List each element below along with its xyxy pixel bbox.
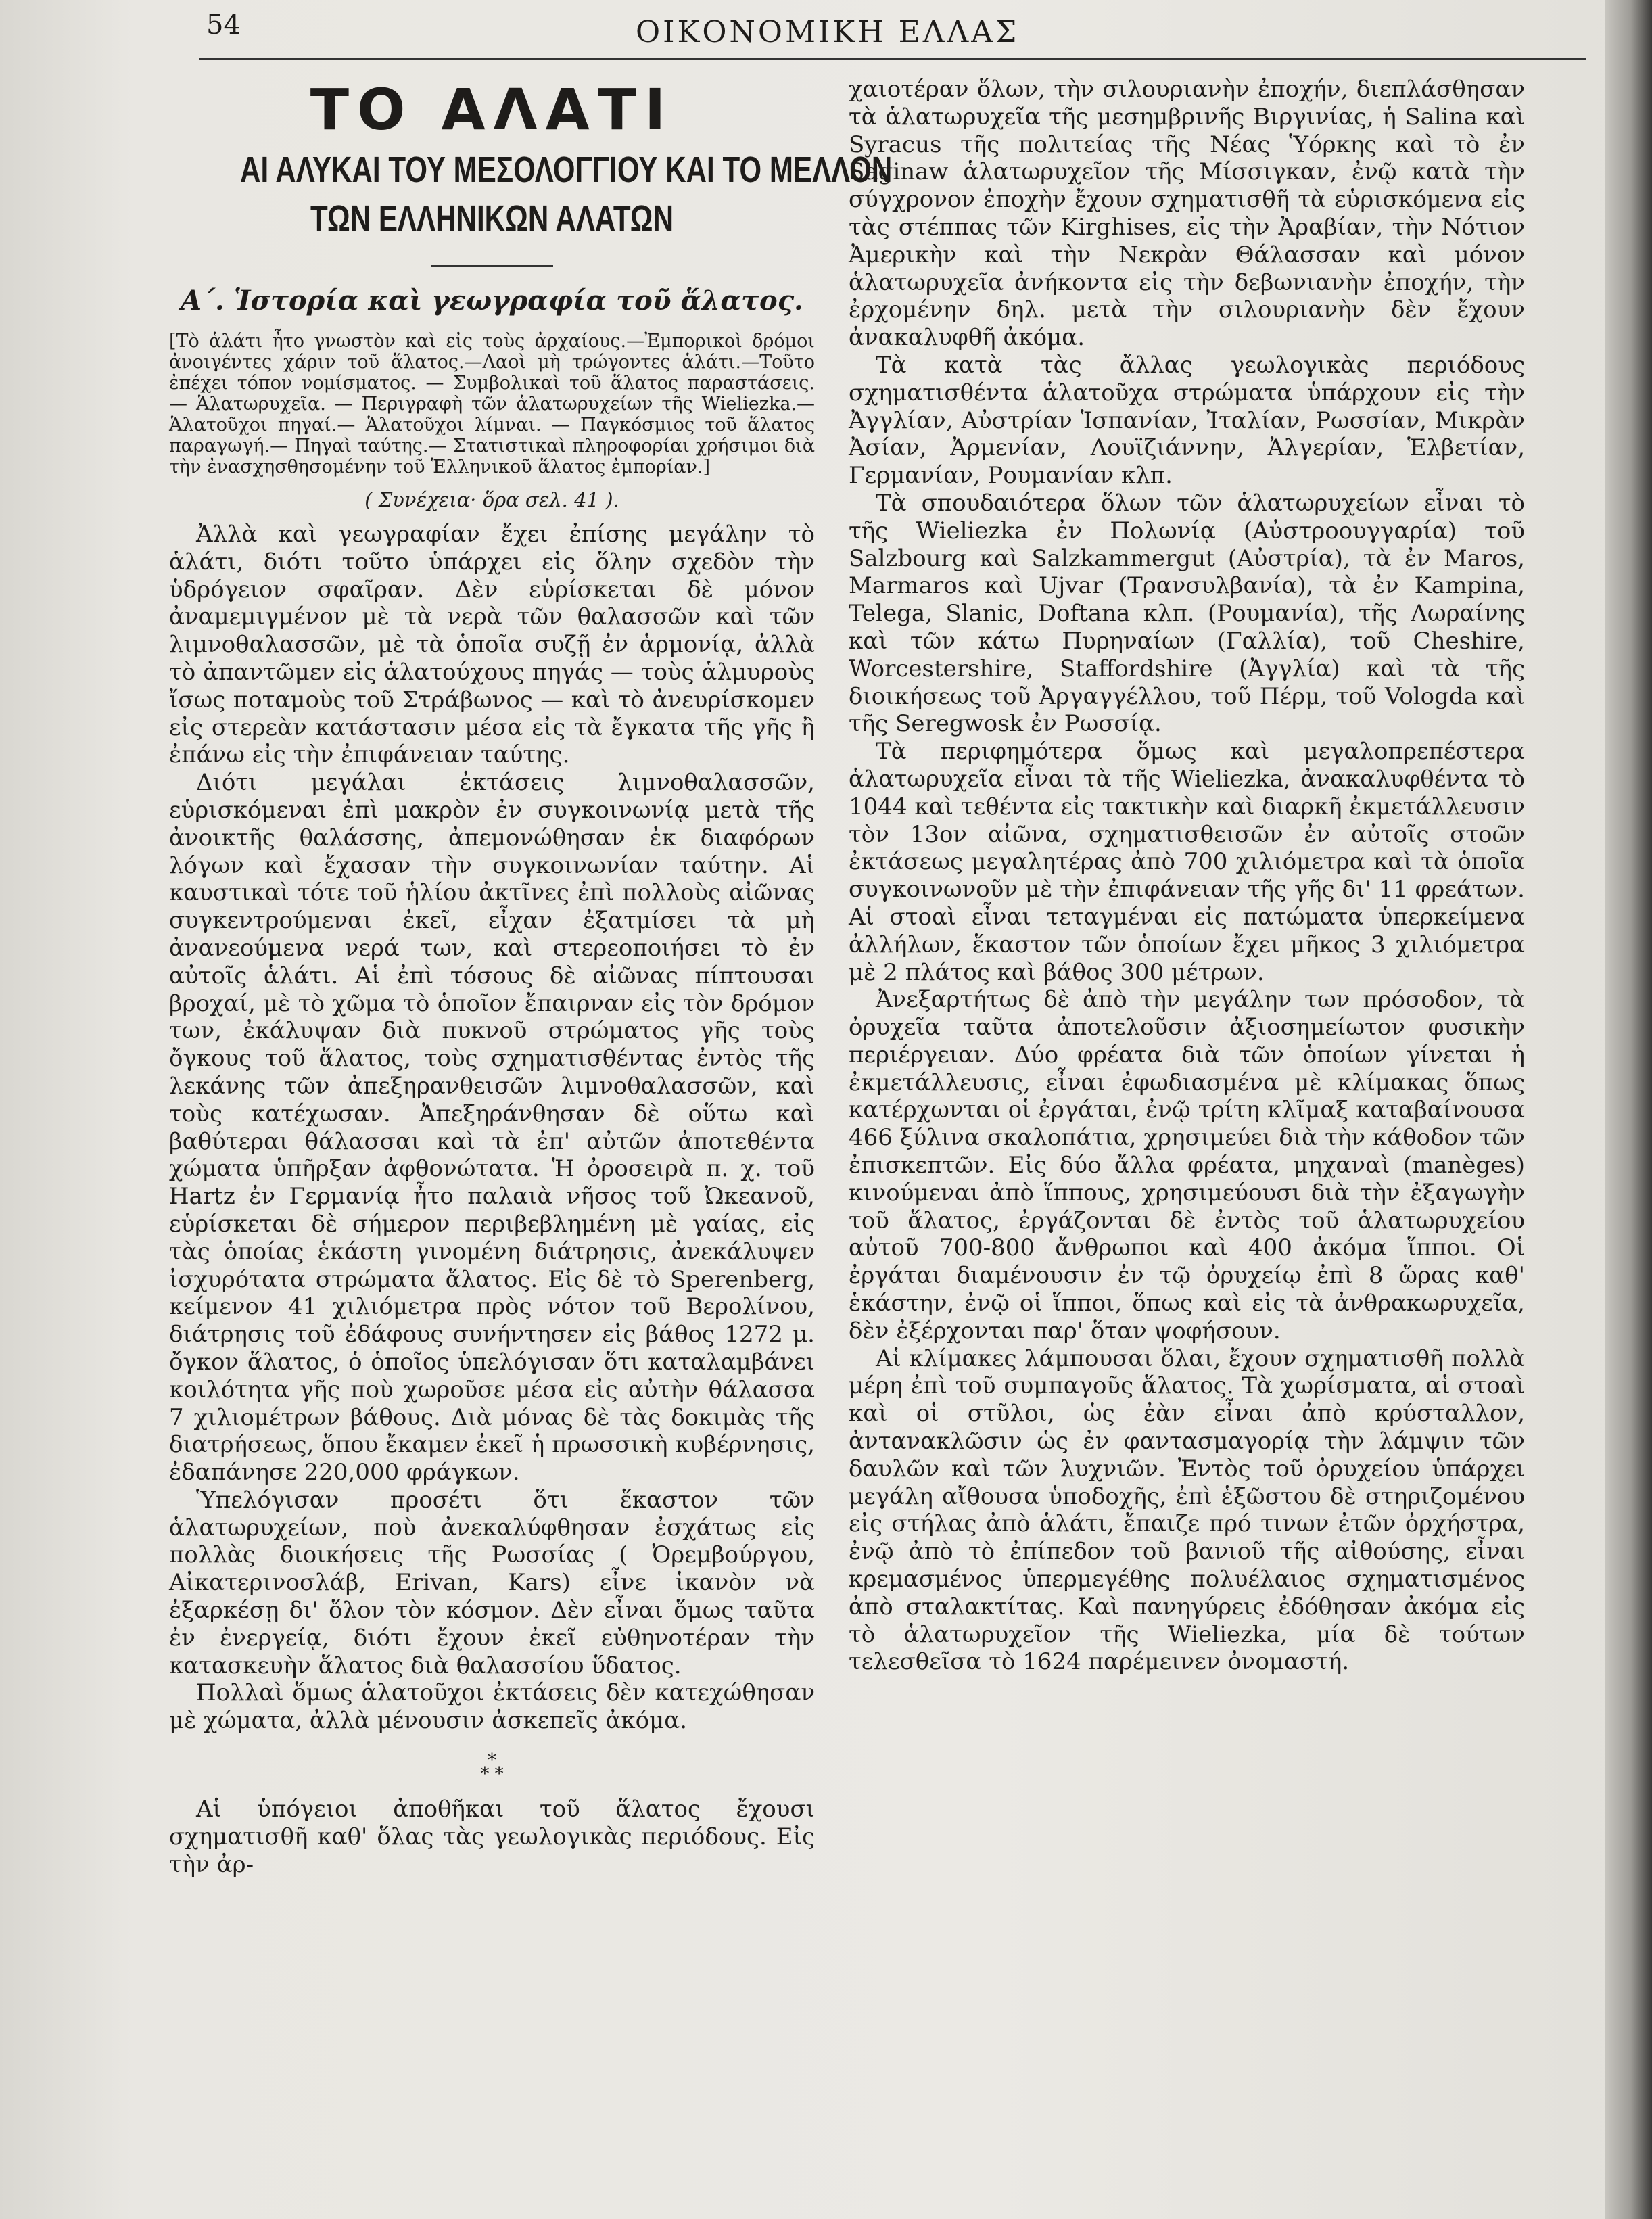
right-column: [849, 76, 1525, 1676]
paragraph: Αἱ κλίμακες λάμπουσαι ὅλαι, ἔχουν σχηματισθῆ πολλὰ μέρη ἐπὶ τοῦ συμπαγοῦς ἅλατος. Τὰ χωρίσματα, αἱ στοαὶ καὶ οἱ στῦλοι, ὡς ἐὰν εἶναι ἀπὸ κρύσταλλον, ἀντανακλῶσιν ὡς ἐν φαντασμαγορίᾳ τὴν λάμψιν τῶν δαυλῶν καὶ τῶν λυχνιῶν. Ἐντὸς τοῦ ὀρυχείου ὑπάρχει μεγάλη αἴθουσα ὑποδοχῆς, ἐπὶ ἑξῶστου δὲ στηριζομένου εἰς στήλας ἀπὸ ἁλάτι, ἔπαιζε πρό τινων ἐτῶν ὀρχήστρα, ἐνῷ ἀπὸ τὸ ἐπίπεδον τοῦ βανιοῦ τῆς αἰθούσης, εἶναι κρεμασμένος ὑπερμεγέθης πολυέλαιος σχηματισμένος ἀπὸ σταλακτίτας. Καὶ πανηγύρεις ἐδόθησαν ἀκόμα εἰς τὸ ἁλατωρυχεῖον τῆς Wieliezka, μία δὲ τούτων τελεσθεῖσα τὸ 1624 παρέμεινεν ὀνομαστή.: [849, 1345, 1525, 1676]
paragraph: Τὰ σπουδαιότερα ὅλων τῶν ἁλατωρυχείων εἶναι τὸ τῆς Wieliezka ἐν Πολωνίᾳ (Αὐστροουγγαρία) τοῦ Salzbourg καὶ Salzkammergut (Αὐστρία), τὰ ἐν Maros, Marmaros καὶ Ujvar (Τρανσυλβανία), τὰ ἐν Kampina, Telega, Slanic, Doftana κλπ. (Ρουμανία), τῆς Λωραίνης καὶ τῶν κάτω Πυρηναίων (Γαλλία), τοῦ Cheshire, Worcestershire, Staffordshire (Ἀγγλία) καὶ τὰ τῆς διοικήσεως τοῦ Ἀργαγγέλλου, τοῦ Πέρμ, τοῦ Vologda καὶ τῆς Seregwosk ἐν Ρωσσίᾳ.: [849, 489, 1525, 738]
paragraph: Ἀλλὰ καὶ γεωγραφίαν ἔχει ἐπίσης μεγάλην τὸ ἁλάτι, διότι τοῦτο ὑπάρχει εἰς ὅλην σχεδὸν τὴν ὑδρόγειον σφαῖραν. Δὲν εὑρίσκεται δὲ μόνον ἀναμεμιγμένον μὲ τὰ νερὰ τῶν θαλασσῶν καὶ τῶν λιμνοθαλασσῶν, μὲ τὰ ὁποῖα συζῇ ἐν ἁρμονίᾳ, ἀλλὰ τὸ ἀπαντῶμεν εἰς ἁλατούχους πηγάς — τοὺς ἁλμυροὺς ἴσως ποταμοὺς τοῦ Στράβωνος — καὶ τὸ ἀνευρίσκομεν εἰς στερεὰν κατάστασιν μέσα εἰς τὰ ἔγκατα τῆς γῆς ἢ ἐπάνω εἰς τὴν ἐπιφάνειαν ταύτης.: [169, 521, 815, 769]
page-number: 54: [206, 9, 241, 41]
section-heading: Α΄. Ἱστορία καὶ γεωγραφία τοῦ ἅλατος.: [181, 285, 803, 317]
section-summary: [Τὸ ἁλάτι ἦτο γνωστὸν καὶ εἰς τοὺς ἀρχαίους.—Ἐμπορικοὶ δρόμοι ἀνοιγέντες χάριν τοῦ ἅλατος.—Λαοὶ μὴ τρώγοντες ἁλάτι.—Τοῦτο ἐπέχει τόπον νομίσματος. — Συμβολικαὶ τοῦ ἅλατος παραστάσεις. — Ἁλατωρυχεῖα. — Περιγραφὴ τῶν ἁλατωρυχείων τῆς Wieliezka.— Ἁλατοῦχοι πηγαί.— Ἁλατοῦχοι λίμναι. — Παγκόσμιος τοῦ ἅλατος παραγωγή.— Πηγαὶ ταύτης.— Στατιστικαὶ πληροφορίαι χρήσιμοι διὰ τὴν ἐνασχησθησομένην τοῦ Ἑλληνικοῦ ἅλατος ἐμπορίαν.]: [169, 331, 815, 477]
paragraph: Αἱ ὑπόγειοι ἀποθῆκαι τοῦ ἅλατος ἔχουσι σχηματισθῆ καθ' ὅλας τὰς γεωλογικὰς περιόδους. Εἰς τὴν ἀρ-: [169, 1796, 815, 1878]
asterism: * * *: [480, 1750, 504, 1785]
article-subtitle-line1: ΑΙ ΑΛΥΚΑΙ ΤΟΥ ΜΕΣΟΛΟΓΓΙΟΥ ΚΑΙ ΤΟ ΜΕΛΛΟΝ: [240, 149, 893, 190]
left-column: [169, 76, 893, 1878]
paragraph: Ἀνεξαρτήτως δὲ ἀπὸ τὴν μεγάλην των πρόσοδον, τὰ ὀρυχεῖα ταῦτα ἀποτελοῦσιν ἀξιοσημείωτον φυσικὴν περιέργειαν. Δύο φρέατα διὰ τῶν ὁποίων γίνεται ἡ ἐκμετάλλευσις, εἶναι ἐφωδιασμένα μὲ κλίμακας ὅπως κατέρχωνται οἱ ἐργάται, ἐνῷ τρίτη κλῖμαξ καταβαίνουσα 466 ξύλινα σκαλοπάτια, χρησιμεύει διὰ τὴν κάθοδον τῶν ἐπισκεπτῶν. Εἰς δύο ἄλλα φρέατα, μηχαναὶ (manèges) κινούμεναι ἀπὸ ἵππους, χρησιμεύουσι διὰ τὴν ἐξαγωγὴν τοῦ ἅλατος, ἐργάζονται δὲ ἐντὸς τοῦ ἁλατωρυχείου αὐτοῦ 700-800 ἄνθρωποι καὶ 400 ἀκόμα ἵπποι. Οἱ ἐργάται διαμένουσιν ἐν τῷ ὀρυχείῳ ἐπὶ 8 ὥρας καθ' ἑκάστην, ἐνῷ οἱ ἵπποι, ὅπως καὶ εἰς τὰ ἀνθρακωρυχεῖα, δὲν ἐξέρχονται παρ' ὅταν ψοφήσουν.: [849, 986, 1525, 1345]
running-title: ΟΙΚΟΝΟΜΙΚΗ ΕΛΛΑΣ: [636, 15, 1020, 49]
article-title: ΤΟ ΑΛΑΤΙ: [310, 76, 674, 143]
paragraph: χαιοτέραν ὅλων, τὴν σιλουριανὴν ἐποχήν, διεπλάσθησαν τὰ ἁλατωρυχεῖα τῆς μεσημβρινῆς Βιργινίας, ἡ Salina καὶ Syracus τῆς πολιτείας τῆς Νέας Ὑόρκης καὶ τὸ ἐν Saginaw ἁλατωρυχεῖον τῆς Μίσσιγκαν, ἐνῷ κατὰ τὴν σύγχρονον ἐποχὴν ἔχουν σχηματισθῆ τὰ εὑρισκόμενα εἰς τὰς στέππας τῶν Kirghises, εἰς τὴν Ἀραβίαν, τὴν Νότιον Ἀμερικὴν καὶ τὴν Νεκρὰν Θάλασσαν καὶ μόνον ἁλατωρυχεῖα ἀνήκοντα εἰς τὴν δεβωνιανὴν ἐποχήν, τὴν ἐρχομένην δηλ. μετὰ τὴν σιλουριανὴν δὲν ἔχουν ἀνακαλυφθῆ ἀκόμα.: [849, 76, 1525, 352]
header-rule: [199, 58, 1586, 60]
continuation-note: ( Συνέχεια· ὅρα σελ. 41 ).: [364, 488, 619, 511]
paragraph: Τὰ περιφημότερα ὅμως καὶ μεγαλοπρεπέστερα ἁλατωρυχεῖα εἶναι τὰ τῆς Wieliezka, ἀνακαλυφθέντα τὸ 1044 καὶ τεθέντα εἰς τακτικὴν καὶ διαρκῆ ἐκμετάλλευσιν τὸν 13ον αἰῶνα, σχηματισθεισῶν ἐν αὐτοῖς στοῶν ἐκτάσεως μεγαλητέρας ἀπὸ 700 χιλιόμετρα καὶ τὰ ὁποῖα συγκοινωνοῦν μὲ τὴν ἐπιφάνειαν τῆς γῆς δι' 11 φρεάτων. Αἱ στοαὶ εἶναι τεταγμέναι εἰς πατώματα ὑπερκείμενα ἀλλήλων, ἕκαστον τῶν ὁποίων ἔχει μῆκος 3 χιλιόμετρα μὲ 2 πλάτος καὶ βάθος 300 μέτρων.: [849, 738, 1525, 986]
title-rule: [431, 265, 553, 267]
book-spine-shadow: [1605, 0, 1652, 2219]
article-subtitle-line2: ΤΩΝ ΕΛΛΗΝΙΚΩΝ ΑΛΑΤΩΝ: [310, 198, 674, 239]
paragraph: Διότι μεγάλαι ἐκτάσεις λιμνοθαλασσῶν, εὑρισκόμεναι ἐπὶ μακρὸν ἐν συγκοινωνίᾳ μετὰ τῆς ἀνοικτῆς θαλάσσης, ἀπεμονώθησαν ἐκ διαφόρων λόγων καὶ ἔχασαν τὴν συγκοινωνίαν ταύτην. Αἱ καυστικαὶ τότε τοῦ ἡλίου ἀκτῖνες ἐπὶ πολλοὺς αἰῶνας συγκεντρούμεναι ἐκεῖ, εἶχαν ἐξατμίσει τὰ μὴ ἀνανεούμενα νερά των, καὶ στερεοποιήσει τὸ ἐν αὐτοῖς ἁλάτι. Αἱ ἐπὶ τόσους δὲ αἰῶνας πίπτουσαι βροχαί, μὲ τὸ χῶμα τὸ ὁποῖον ἔπαιρναν εἰς τὸν δρόμον των, ἐκάλυψαν διὰ πυκνοῦ στρώματος γῆς τοὺς ὄγκους τοῦ ἅλατος, τοὺς σχηματισθέντας ἐντὸς τῆς λεκάνης τῶν ἀπεξηρανθεισῶν λιμνοθαλασσῶν, καὶ τοὺς κατέχωσαν. Ἀπεξηράνθησαν δὲ οὕτω καὶ βαθύτεραι θάλασσαι καὶ τὰ ἐπ' αὐτῶν ἀποτεθέντα χώματα ὑπῆρξαν ἀφθονώτατα. Ἡ ὀροσειρὰ π. χ. τοῦ Hartz ἐν Γερμανίᾳ ἦτο παλαιὰ νῆσος τοῦ Ὠκεανοῦ, εὑρίσκεται δὲ σήμερον περιβεβλημένη μὲ γαίας, εἰς τὰς ὁποίας ἑκάστη γινομένη διάτρησις, ἀνεκάλυψεν ἰσχυρότατα στρώματα ἅλατος. Εἰς δὲ τὸ Sperenberg, κείμενον 41 χιλιόμετρα πρὸς νότον τοῦ Βερολίνου, διάτρησις τοῦ ἐδάφους συνήντησεν εἰς βάθος 1272 μ. ὄγκον ἅλατος, ὁ ὁποῖος ὑπελόγισαν ὅτι καταλαμβάνει κοιλότητα γῆς ποὺ χωροῦσε μέσα εἰς αὐτὴν θάλασσα 7 χιλιομέτρων βάθους. Διὰ μόνας δὲ τὰς δοκιμὰς τῆς διατρήσεως, ὅπου ἔκαμεν ἐκεῖ ἡ πρωσσικὴ κυβέρνησις, ἐδαπάνησε 220,000 φράγκων.: [169, 769, 815, 1487]
paragraph: Τὰ κατὰ τὰς ἄλλας γεωλογικὰς περιόδους σχηματισθέντα ἁλατοῦχα στρώματα ὑπάρχουν εἰς τὴν Ἀγγλίαν, Αὐστρίαν Ἱσπανίαν, Ἰταλίαν, Ρωσσίαν, Μικρὰν Ἀσίαν, Ἀρμενίαν, Λουϊζιάννην, Ἀλγερίαν, Ἑλβετίαν, Γερμανίαν, Ρουμανίαν κλπ.: [849, 351, 1525, 490]
page-header: [0, 9, 1596, 57]
paragraph: Πολλαὶ ὅμως ἁλατοῦχοι ἐκτάσεις δὲν κατεχώθησαν μὲ χώματα, ἀλλὰ μένουσιν ἀσκεπεῖς ἀκόμα.: [169, 1679, 815, 1735]
paragraph: Ὑπελόγισαν προσέτι ὅτι ἕκαστον τῶν ἁλατωρυχείων, ποὺ ἀνεκαλύφθησαν ἐσχάτως εἰς πολλὰς διοικήσεις τῆς Ρωσσίας ( Ὀρεμβούργου, Αἰκατερινοσλάβ, Erivan, Kars) εἶνε ἱκανὸν νὰ ἐξαρκέσῃ δι' ὅλον τὸν κόσμον. Δὲν εἶναι ὅμως ταῦτα ἐν ἐνεργείᾳ, διότι ἔχουν ἐκεῖ εὐθηνοτέραν τὴν κατασκευὴν ἅλατος διὰ θαλασσίου ὕδατος.: [169, 1486, 815, 1679]
